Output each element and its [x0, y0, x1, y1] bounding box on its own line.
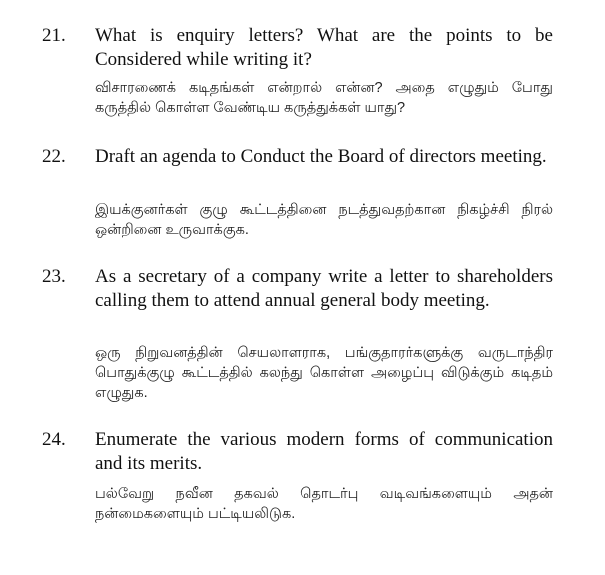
- question-number: 22.: [42, 146, 66, 167]
- question-number: 24.: [42, 429, 66, 450]
- question-number: 21.: [42, 25, 66, 46]
- question-text-english: Enumerate the various modern forms of communication and its merits.: [95, 429, 553, 474]
- question-text-tamil: ஒரு நிறுவனத்தின் செயலாளராக, பங்குதாரர்களுக்கு வருடாந்திர பொதுக்குழு கூட்டத்தில் கலந்து கொள்ள அழைப்பு விடுக்கும் கடிதம் எழுதுக.: [95, 345, 553, 401]
- question-text-tamil: விசாரணைக் கடிதங்கள் என்றால் என்ன? அதை எழுதும் போது கருத்தில் கொள்ள வேண்டிய கருத்துக்கள் யாது?: [95, 80, 553, 116]
- question-text-english: As a secretary of a company write a letter to shareholders calling them to attend annual general body meeting.: [95, 266, 553, 311]
- question-text-english: What is enquiry letters? What are the points to be Considered while writing it?: [95, 25, 553, 70]
- question-number: 23.: [42, 266, 66, 287]
- question-text-tamil: பல்வேறு நவீன தகவல் தொடர்பு வடிவங்களையும் அதன் நன்மைகளையும் பட்டியலிடுக.: [95, 486, 553, 522]
- question-text-tamil: இயக்குனர்கள் குழு கூட்டத்தினை நடத்துவதற்கான நிகழ்ச்சி நிரல் ஒன்றினை உருவாக்குக.: [95, 202, 553, 238]
- question-text-english: Draft an agenda to Conduct the Board of directors meeting.: [95, 146, 547, 167]
